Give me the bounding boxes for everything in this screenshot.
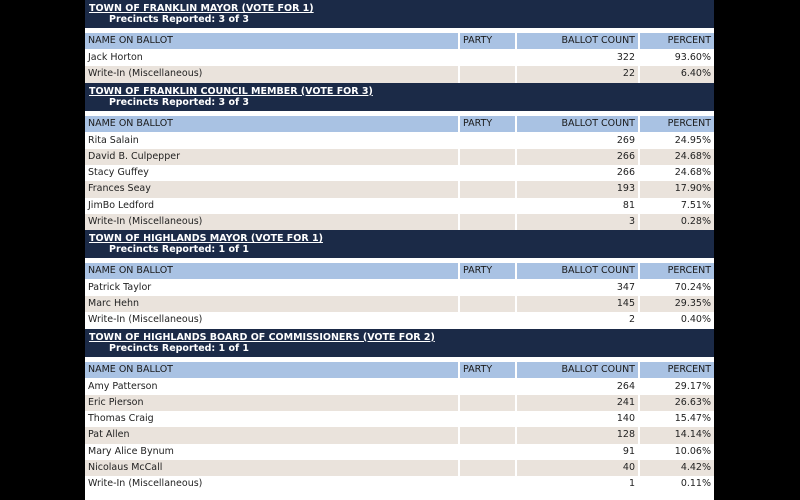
ballot-count: 145 (517, 296, 638, 312)
candidate-name: Stacy Guffey (85, 165, 458, 181)
candidate-party (460, 149, 515, 165)
candidate-name: Write-In (Miscellaneous) (85, 476, 458, 492)
race-section (85, 329, 714, 493)
ballot-count: 193 (517, 181, 638, 197)
candidate-name: Thomas Craig (85, 411, 458, 427)
table-row (85, 149, 714, 165)
ballot-count: 266 (517, 165, 638, 181)
race-header (85, 230, 714, 258)
table-row (85, 444, 714, 460)
race-section (85, 0, 714, 83)
precincts-reported: Precincts Reported: 3 of 3 (109, 96, 250, 108)
header-party: PARTY (460, 263, 515, 279)
candidate-name: Mary Alice Bynum (85, 444, 458, 460)
vote-percent: 29.17% (640, 379, 714, 395)
vote-percent: 7.51% (640, 198, 714, 214)
race-header (85, 0, 714, 28)
vote-percent: 14.14% (640, 427, 714, 443)
race-title: TOWN OF FRANKLIN MAYOR (VOTE FOR 1) (89, 3, 314, 14)
ballot-count: 3 (517, 214, 638, 230)
ballot-count: 347 (517, 280, 638, 296)
table-row (85, 379, 714, 395)
vote-percent: 26.63% (640, 395, 714, 411)
precincts-reported: Precincts Reported: 1 of 1 (109, 243, 250, 255)
ballot-count: 269 (517, 133, 638, 149)
header-party: PARTY (460, 33, 515, 49)
candidate-name: Write-In (Miscellaneous) (85, 66, 458, 82)
vote-percent: 10.06% (640, 444, 714, 460)
candidate-name: Patrick Taylor (85, 280, 458, 296)
ballot-count: 140 (517, 411, 638, 427)
candidate-name: Marc Hehn (85, 296, 458, 312)
candidate-party (460, 66, 515, 82)
candidate-party (460, 198, 515, 214)
vote-percent: 6.40% (640, 66, 714, 82)
header-ballot-count: BALLOT COUNT (517, 116, 638, 132)
race-section (85, 230, 714, 329)
ballot-count: 91 (517, 444, 638, 460)
header-percent: PERCENT (640, 362, 714, 378)
race-section (85, 83, 714, 230)
candidate-name: Eric Pierson (85, 395, 458, 411)
header-name-on-ballot: NAME ON BALLOT (85, 263, 458, 279)
table-row (85, 296, 714, 312)
table-row (85, 50, 714, 66)
candidate-name: Rita Salain (85, 133, 458, 149)
ballot-count: 322 (517, 50, 638, 66)
candidate-party (460, 312, 515, 328)
candidate-party (460, 214, 515, 230)
column-header-row (85, 116, 714, 132)
candidate-party (460, 181, 515, 197)
candidate-name: JimBo Ledford (85, 198, 458, 214)
header-ballot-count: BALLOT COUNT (517, 263, 638, 279)
candidate-name: Nicolaus McCall (85, 460, 458, 476)
candidate-name: Amy Patterson (85, 379, 458, 395)
ballot-count: 40 (517, 460, 638, 476)
vote-percent: 0.28% (640, 214, 714, 230)
header-ballot-count: BALLOT COUNT (517, 362, 638, 378)
header-percent: PERCENT (640, 33, 714, 49)
table-row (85, 411, 714, 427)
table-row (85, 395, 714, 411)
table-row (85, 165, 714, 181)
column-header-row (85, 263, 714, 279)
candidate-party (460, 133, 515, 149)
ballot-count: 266 (517, 149, 638, 165)
vote-percent: 15.47% (640, 411, 714, 427)
table-row (85, 66, 714, 82)
precincts-reported: Precincts Reported: 3 of 3 (109, 14, 250, 25)
header-percent: PERCENT (640, 263, 714, 279)
candidate-party (460, 395, 515, 411)
table-row (85, 214, 714, 230)
vote-percent: 70.24% (640, 280, 714, 296)
table-row (85, 312, 714, 328)
race-header (85, 83, 714, 111)
vote-percent: 0.11% (640, 476, 714, 492)
vote-percent: 24.95% (640, 133, 714, 149)
column-header-row (85, 33, 714, 49)
table-row (85, 427, 714, 443)
candidate-name: Frances Seay (85, 181, 458, 197)
table-row (85, 198, 714, 214)
candidate-party (460, 296, 515, 312)
vote-percent: 4.42% (640, 460, 714, 476)
candidate-party (460, 476, 515, 492)
candidate-party (460, 50, 515, 66)
vote-percent: 17.90% (640, 181, 714, 197)
table-row (85, 181, 714, 197)
table-row (85, 476, 714, 492)
candidate-party (460, 165, 515, 181)
results-sheet (85, 0, 714, 500)
ballot-count: 128 (517, 427, 638, 443)
candidate-party (460, 411, 515, 427)
header-ballot-count: BALLOT COUNT (517, 33, 638, 49)
candidate-party (460, 444, 515, 460)
header-name-on-ballot: NAME ON BALLOT (85, 33, 458, 49)
candidate-name: Write-In (Miscellaneous) (85, 214, 458, 230)
ballot-count: 264 (517, 379, 638, 395)
race-title: TOWN OF FRANKLIN COUNCIL MEMBER (VOTE FOR 3) (89, 85, 373, 97)
column-header-row (85, 362, 714, 378)
race-title: TOWN OF HIGHLANDS BOARD OF COMMISSIONERS (VOTE FOR 2) (89, 331, 435, 343)
table-row (85, 280, 714, 296)
ballot-count: 22 (517, 66, 638, 82)
ballot-count: 81 (517, 198, 638, 214)
vote-percent: 0.40% (640, 312, 714, 328)
candidate-name: Write-In (Miscellaneous) (85, 312, 458, 328)
ballot-count: 1 (517, 476, 638, 492)
header-party: PARTY (460, 116, 515, 132)
header-name-on-ballot: NAME ON BALLOT (85, 116, 458, 132)
candidate-party (460, 379, 515, 395)
vote-percent: 93.60% (640, 50, 714, 66)
vote-percent: 24.68% (640, 149, 714, 165)
candidate-party (460, 460, 515, 476)
table-row (85, 133, 714, 149)
candidate-name: David B. Culpepper (85, 149, 458, 165)
candidate-name: Pat Allen (85, 427, 458, 443)
header-party: PARTY (460, 362, 515, 378)
table-row (85, 460, 714, 476)
header-name-on-ballot: NAME ON BALLOT (85, 362, 458, 378)
precincts-reported: Precincts Reported: 1 of 1 (109, 342, 250, 354)
ballot-count: 241 (517, 395, 638, 411)
race-header (85, 329, 714, 357)
vote-percent: 29.35% (640, 296, 714, 312)
candidate-party (460, 280, 515, 296)
header-percent: PERCENT (640, 116, 714, 132)
candidate-party (460, 427, 515, 443)
race-title: TOWN OF HIGHLANDS MAYOR (VOTE FOR 1) (89, 232, 323, 244)
ballot-count: 2 (517, 312, 638, 328)
candidate-name: Jack Horton (85, 50, 458, 66)
vote-percent: 24.68% (640, 165, 714, 181)
